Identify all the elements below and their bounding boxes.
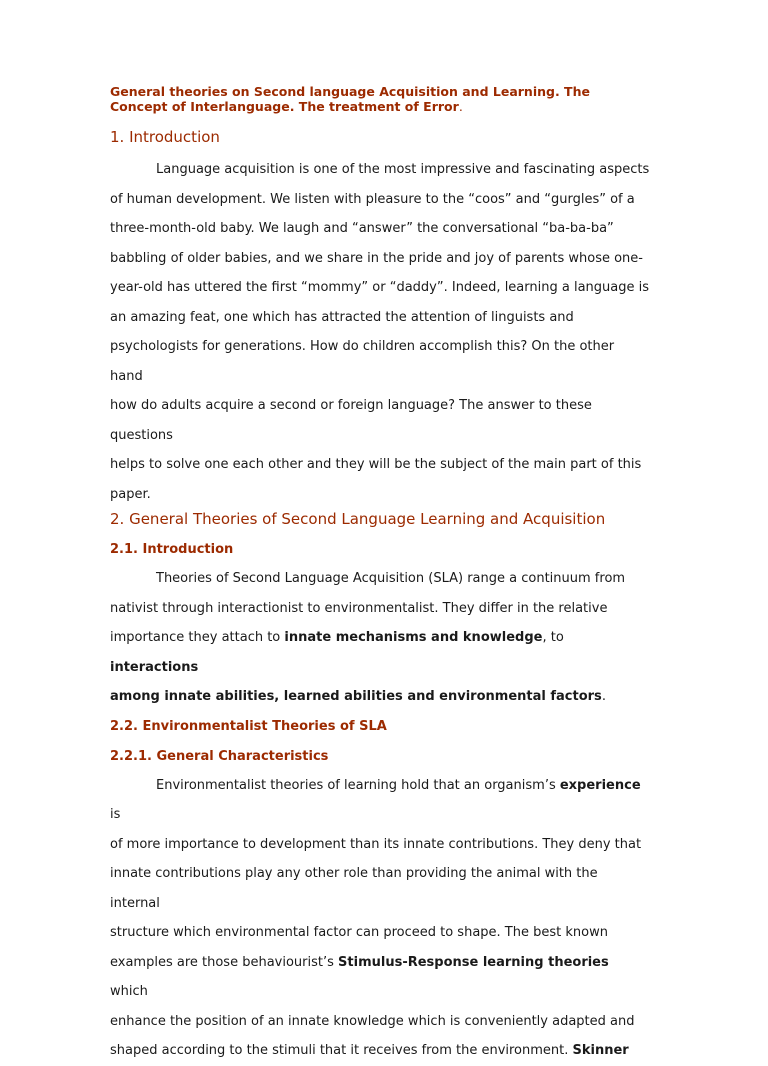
section-2-2-1-paragraph: Environmentalist theories of learning hold that an organism’s experience is of more importance to development than its innate contributions. They deny that innate contributions play any other role than providing the animal with the internal structure which environmental factor can proceed to shape. The best known examples are those behaviourist’s Stimulus-Response learning theories which enhance the position of an innate knowledge which is conveniently adapted and shaped according to the stimuli that it receives from the environment. Skinner [110,777,642,1058]
section-2-2-1-heading: 2.2.1. General Characteristics [110,748,329,764]
title-end: . [458,99,463,114]
section-2-1-heading: 2.1. Introduction [110,542,234,557]
section-2-1-paragraph: Theories of Second Language Acquisition (SLA) range a continuum from nativist through interactionist to environmentalist. They differ in the relative importance they attach to innate mechanisms and knowledge, to interactions among innate abilities, learned abilities and environmental factors. [110,571,626,704]
title-line-2: Concept of Interlanguage. The treatment of Error [110,99,459,114]
document-title [110,84,650,114]
section-2-heading: 2. General Theories of Second Language Learning and Acquisition [110,510,606,528]
document-body [110,84,650,1066]
section-1-heading: 1. Introduction [110,128,220,146]
section-2-2-heading: 2.2. Environmentalist Theories of SLA [110,718,387,734]
title-line-1: General theories on Second language Acquisition and Learning. The [110,84,590,99]
section-1-paragraph: Language acquisition is one of the most impressive and fascinating aspects of human development. We listen with pleasure to the “coos” and “gurgles” of a three-month-old baby. We laugh and “answer” the conversational “ba-ba-ba” babbling of older babies, and we share in the pride and joy of parents whose one- year-old has uttered the first “mommy” or “daddy”. Indeed, learning a language is an amazing feat, one which has attracted the attention of linguists and psychologists for generations. How do children accomplish this? On the other hand how do adults acquire a second or foreign language? The answer to these questions helps to solve one each other and they will be the subject of the main part of this paper. [110,162,650,502]
